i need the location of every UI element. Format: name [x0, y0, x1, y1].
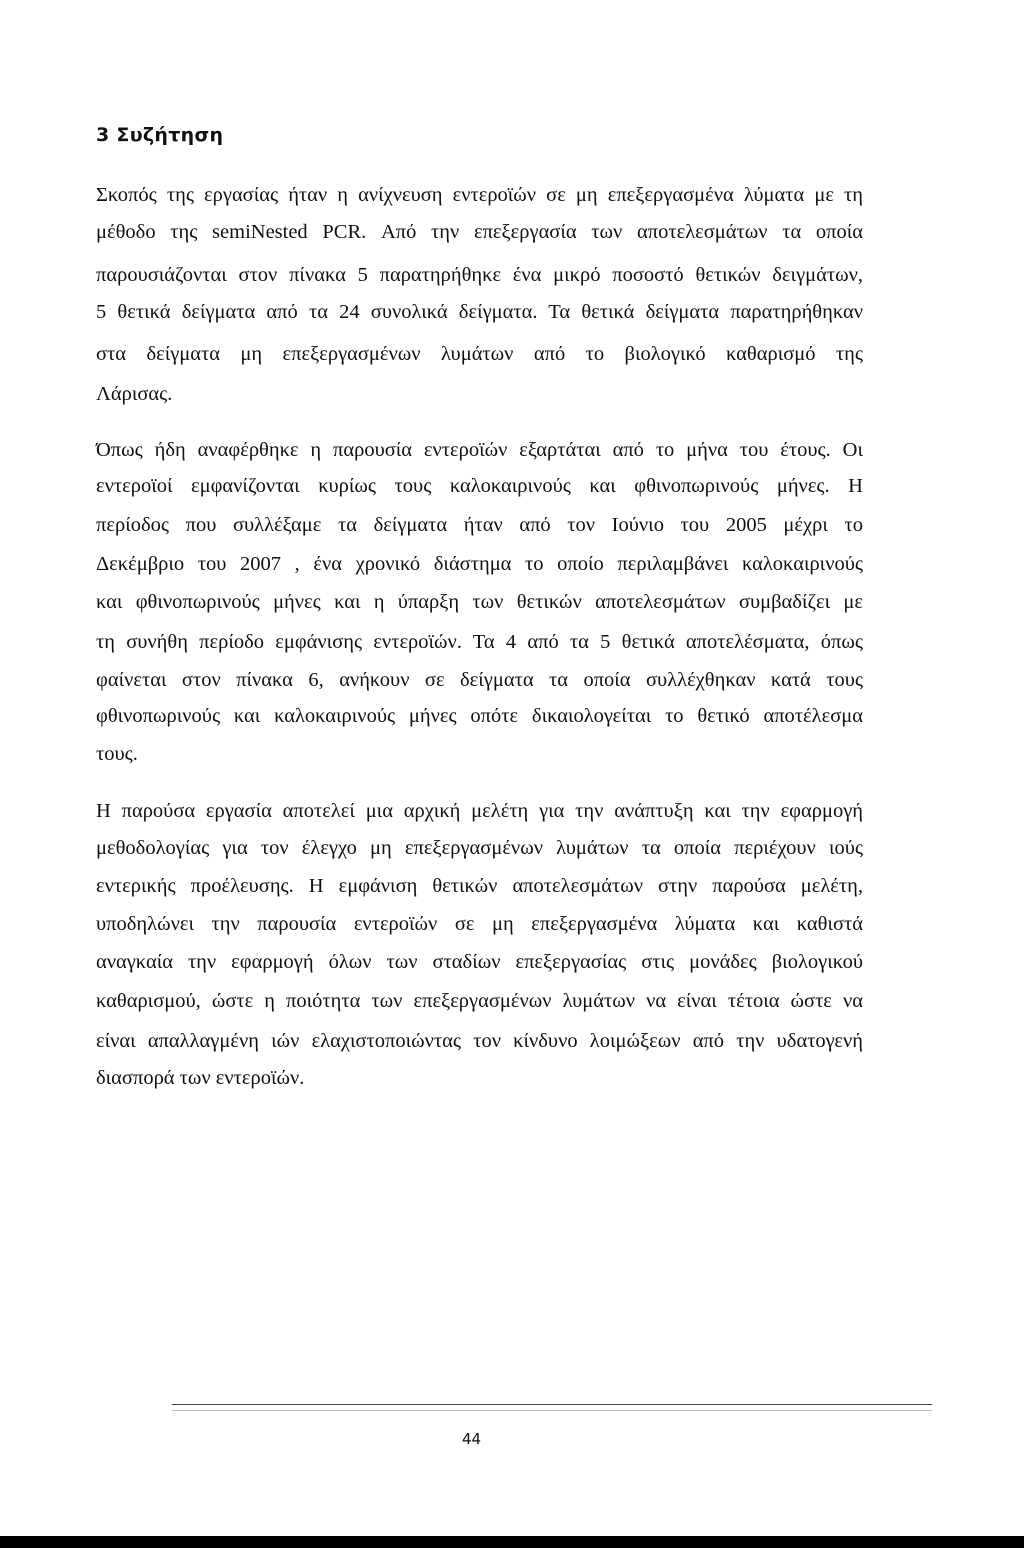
footer-divider — [172, 1404, 932, 1405]
text-line: παρουσιάζονται στον πίνακα 5 παρατηρήθηκε ένα μικρό ποσοστό θετικών δειγμάτων, — [96, 264, 863, 286]
text-line: Η παρούσα εργασία αποτελεί μια αρχική μελέτη για την ανάπτυξη και την εφαρμογή — [96, 800, 863, 822]
text-line: Όπως ήδη αναφέρθηκε η παρουσία εντεροϊών εξαρτάται από το μήνα του έτους. Οι — [96, 439, 863, 461]
scan-bottom-edge — [0, 1536, 1024, 1548]
page-number: 44 — [462, 1430, 482, 1448]
text-line: υποδηλώνει την παρουσία εντεροϊών σε μη επεξεργασμένα λύματα και καθιστά — [96, 913, 863, 935]
text-line: Λάρισας. — [96, 383, 173, 405]
text-line: περίοδος που συλλέξαμε τα δείγματα ήταν από τον Ιούνιο του 2005 μέχρι το — [96, 514, 863, 536]
text-line: εντεροϊοί εμφανίζονται κυρίως τους καλοκαιρινούς και φθινοπωρινούς μήνες. Η — [96, 475, 863, 497]
text-line: αναγκαία την εφαρμογή όλων των σταδίων επεξεργασίας στις μονάδες βιολογικού — [96, 951, 863, 973]
text-line: 5 θετικά δείγματα από τα 24 συνολικά δείγματα. Τα θετικά δείγματα παρατηρήθηκαν — [96, 301, 863, 323]
text-line: τη συνήθη περίοδο εμφάνισης εντεροϊών. Τα 4 από τα 5 θετικά αποτελέσματα, όπως — [96, 631, 863, 653]
text-line: διασπορά των εντεροϊών. — [96, 1067, 305, 1089]
text-line: καθαρισμού, ώστε η ποιότητα των επεξεργασμένων λυμάτων να είναι τέτοια ώστε να — [96, 990, 863, 1012]
text-line: τους. — [96, 743, 138, 765]
text-line: στα δείγματα μη επεξεργασμένων λυμάτων από το βιολογικό καθαρισμό της — [96, 343, 863, 365]
text-line: Δεκέμβριο του 2007 , ένα χρονικό διάστημα το οποίο περιλαμβάνει καλοκαιρινούς — [96, 553, 863, 575]
section-heading: 3 Συζήτηση — [96, 124, 224, 146]
footer-divider-secondary — [172, 1410, 932, 1411]
text-line: φθινοπωρινούς και καλοκαιρινούς μήνες οπότε δικαιολογείται το θετικό αποτέλεσμα — [96, 705, 863, 727]
text-line: φαίνεται στον πίνακα 6, ανήκουν σε δείγματα τα οποία συλλέχθηκαν κατά τους — [96, 669, 863, 691]
text-line: και φθινοπωρινούς μήνες και η ύπαρξη των θετικών αποτελεσμάτων συμβαδίζει με — [96, 591, 863, 613]
text-line: Σκοπός της εργασίας ήταν η ανίχνευση εντεροϊών σε μη επεξεργασμένα λύματα με τη — [96, 184, 863, 206]
text-line: μέθοδο της semiNested PCR. Από την επεξεργασία των αποτελεσμάτων τα οποία — [96, 221, 863, 243]
text-line: μεθοδολογίας για τον έλεγχο μη επεξεργασμένων λυμάτων τα οποία περιέχουν ιούς — [96, 837, 863, 859]
text-line: εντερικής προέλευσης. Η εμφάνιση θετικών αποτελεσμάτων στην παρούσα μελέτη, — [96, 875, 863, 897]
text-line: είναι απαλλαγμένη ιών ελαχιστοποιώντας τον κίνδυνο λοιμώξεων από την υδατογενή — [96, 1030, 863, 1052]
